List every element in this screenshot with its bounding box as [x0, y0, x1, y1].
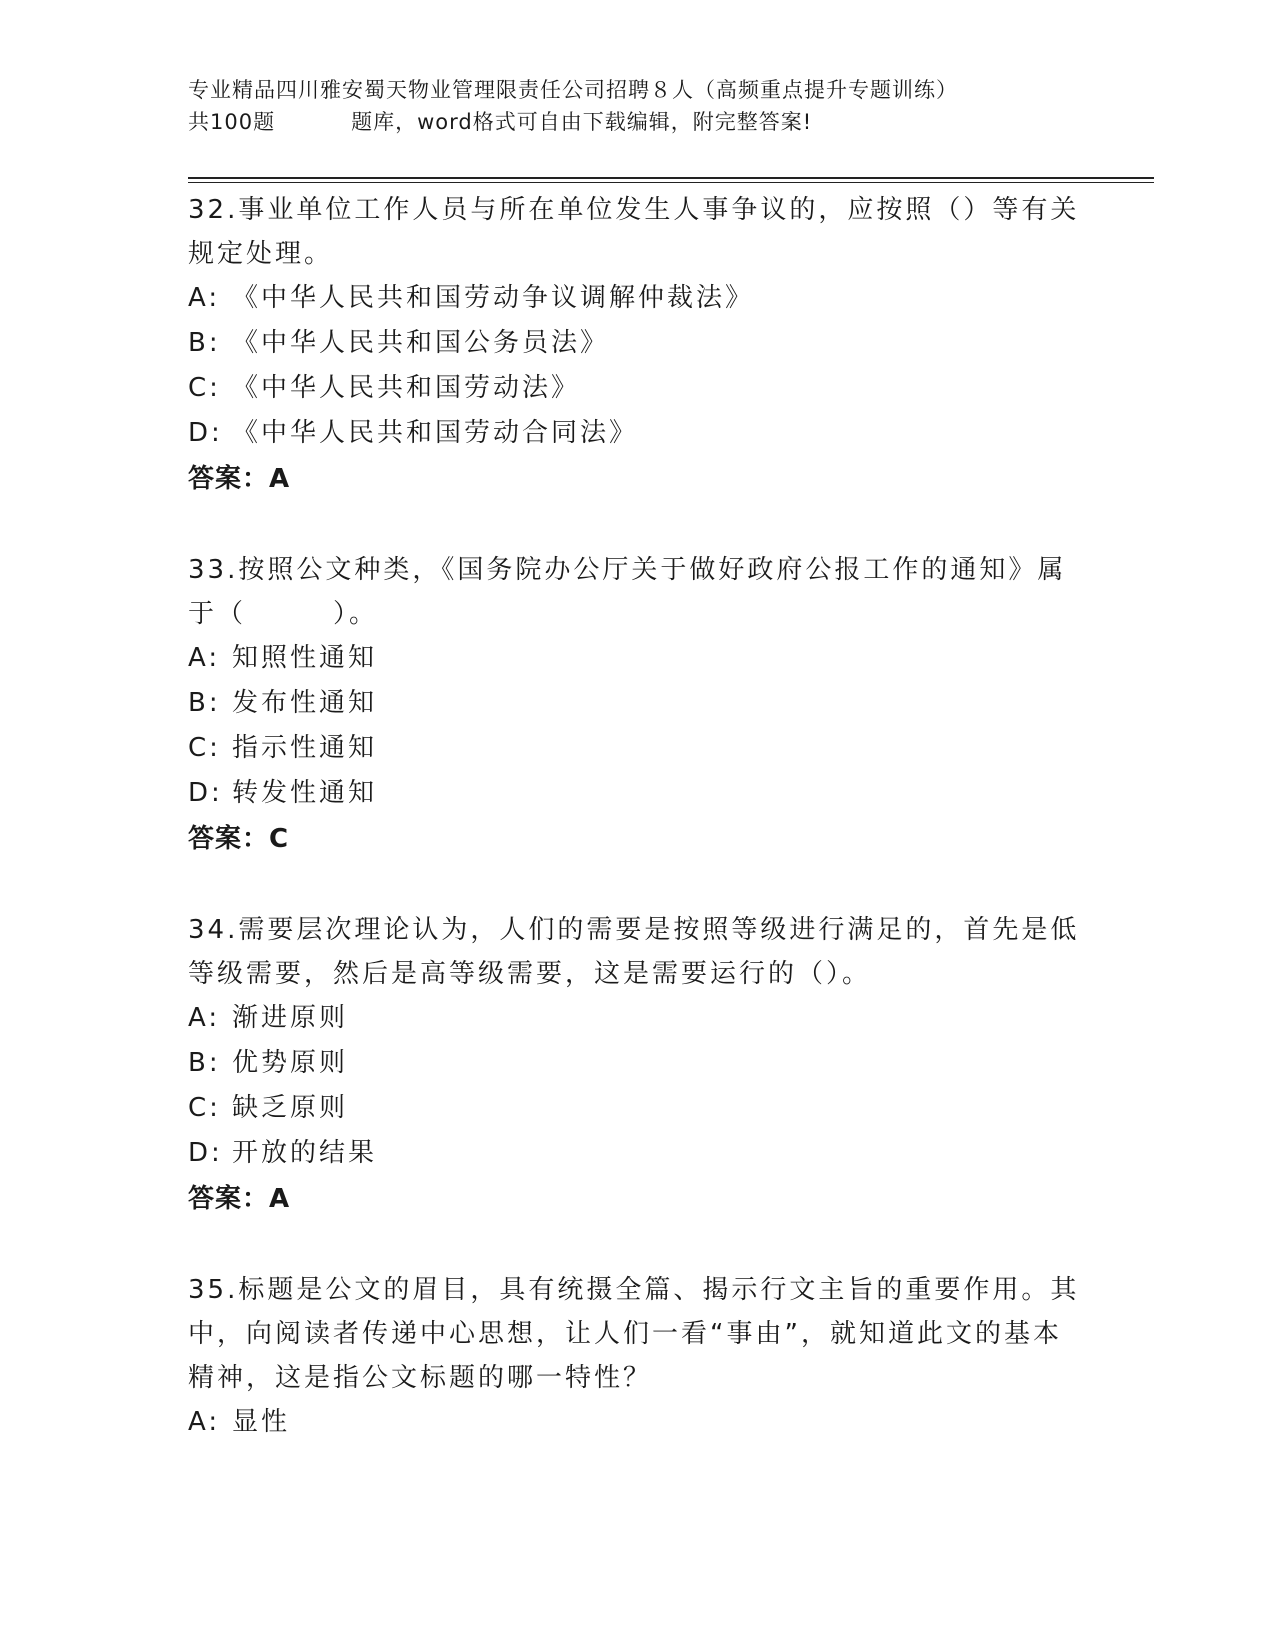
- header-description: 题库，word格式可自由下载编辑，附完整答案!: [351, 110, 813, 134]
- option-b: [188, 1041, 1088, 1086]
- option-label: 缺乏原则: [232, 1093, 349, 1123]
- option-label: 《中华人民共和国劳动合同法》: [232, 418, 639, 448]
- option-key: C:: [188, 373, 221, 403]
- option-key: B:: [188, 688, 221, 718]
- option-c: [188, 726, 1088, 771]
- option-d: [188, 771, 1088, 816]
- header-title: 专业精品四川雅安蜀天物业管理限责任公司招聘８人（高频重点提升专题训练）: [188, 78, 958, 102]
- option-label: 渐进原则: [232, 1003, 349, 1033]
- option-a: [188, 1400, 1088, 1445]
- question-text: 33.按照公文种类，《国务院办公厅关于做好政府公报工作的通知》属于（ ）。: [188, 555, 1067, 629]
- option-key: A:: [188, 643, 221, 673]
- option-b: [188, 681, 1088, 726]
- option-c: [188, 1086, 1088, 1131]
- question-32: [188, 188, 1088, 502]
- option-label: 优势原则: [232, 1048, 349, 1078]
- option-key: B:: [188, 328, 221, 358]
- option-key: D:: [188, 418, 223, 448]
- option-key: C:: [188, 733, 221, 763]
- question-text: 34.需要层次理论认为，人们的需要是按照等级进行满足的，首先是低等级需要，然后是高等级需要，这是需要运行的（）。: [188, 915, 1080, 989]
- option-key: D:: [188, 778, 223, 808]
- header-question-count: 共100题: [188, 110, 276, 134]
- option-label: 发布性通知: [232, 688, 378, 718]
- option-label: 知照性通知: [232, 643, 378, 673]
- document-header: [188, 74, 1088, 138]
- question-text: 32.事业单位工作人员与所在单位发生人事争议的，应按照（）等有关规定处理。: [188, 195, 1080, 269]
- header-subtitle: [188, 106, 1088, 138]
- option-b: [188, 321, 1088, 366]
- question-text: 35.标题是公文的眉目，具有统摄全篇、揭示行文主旨的重要作用。其中，向阅读者传递中心思想，让人们一看“事由”，就知道此文的基本精神，这是指公文标题的哪一特性？: [188, 1275, 1080, 1393]
- option-c: [188, 366, 1088, 411]
- option-key: A:: [188, 1003, 221, 1033]
- option-label: 《中华人民共和国公务员法》: [232, 328, 610, 358]
- answer-line: 答案：A: [188, 1184, 291, 1214]
- option-label: 开放的结果: [232, 1138, 378, 1168]
- question-35: [188, 1268, 1088, 1445]
- header-divider-thin: [188, 182, 1154, 183]
- option-a: [188, 996, 1088, 1041]
- option-d: [188, 411, 1088, 456]
- option-key: B:: [188, 1048, 221, 1078]
- question-list: [188, 188, 1088, 1491]
- option-key: A:: [188, 283, 221, 313]
- option-label: 指示性通知: [232, 733, 378, 763]
- option-label: 显性: [232, 1407, 291, 1437]
- header-divider-thick: [188, 177, 1154, 179]
- question-34: [188, 908, 1088, 1222]
- option-a: [188, 636, 1088, 681]
- answer-line: 答案：A: [188, 464, 291, 494]
- option-key: C:: [188, 1093, 221, 1123]
- option-key: D:: [188, 1138, 223, 1168]
- option-a: [188, 276, 1088, 321]
- option-d: [188, 1131, 1088, 1176]
- option-label: 转发性通知: [232, 778, 378, 808]
- question-33: [188, 548, 1088, 862]
- option-key: A:: [188, 1407, 221, 1437]
- option-label: 《中华人民共和国劳动争议调解仲裁法》: [232, 283, 755, 313]
- answer-line: 答案：C: [188, 824, 290, 854]
- option-label: 《中华人民共和国劳动法》: [232, 373, 581, 403]
